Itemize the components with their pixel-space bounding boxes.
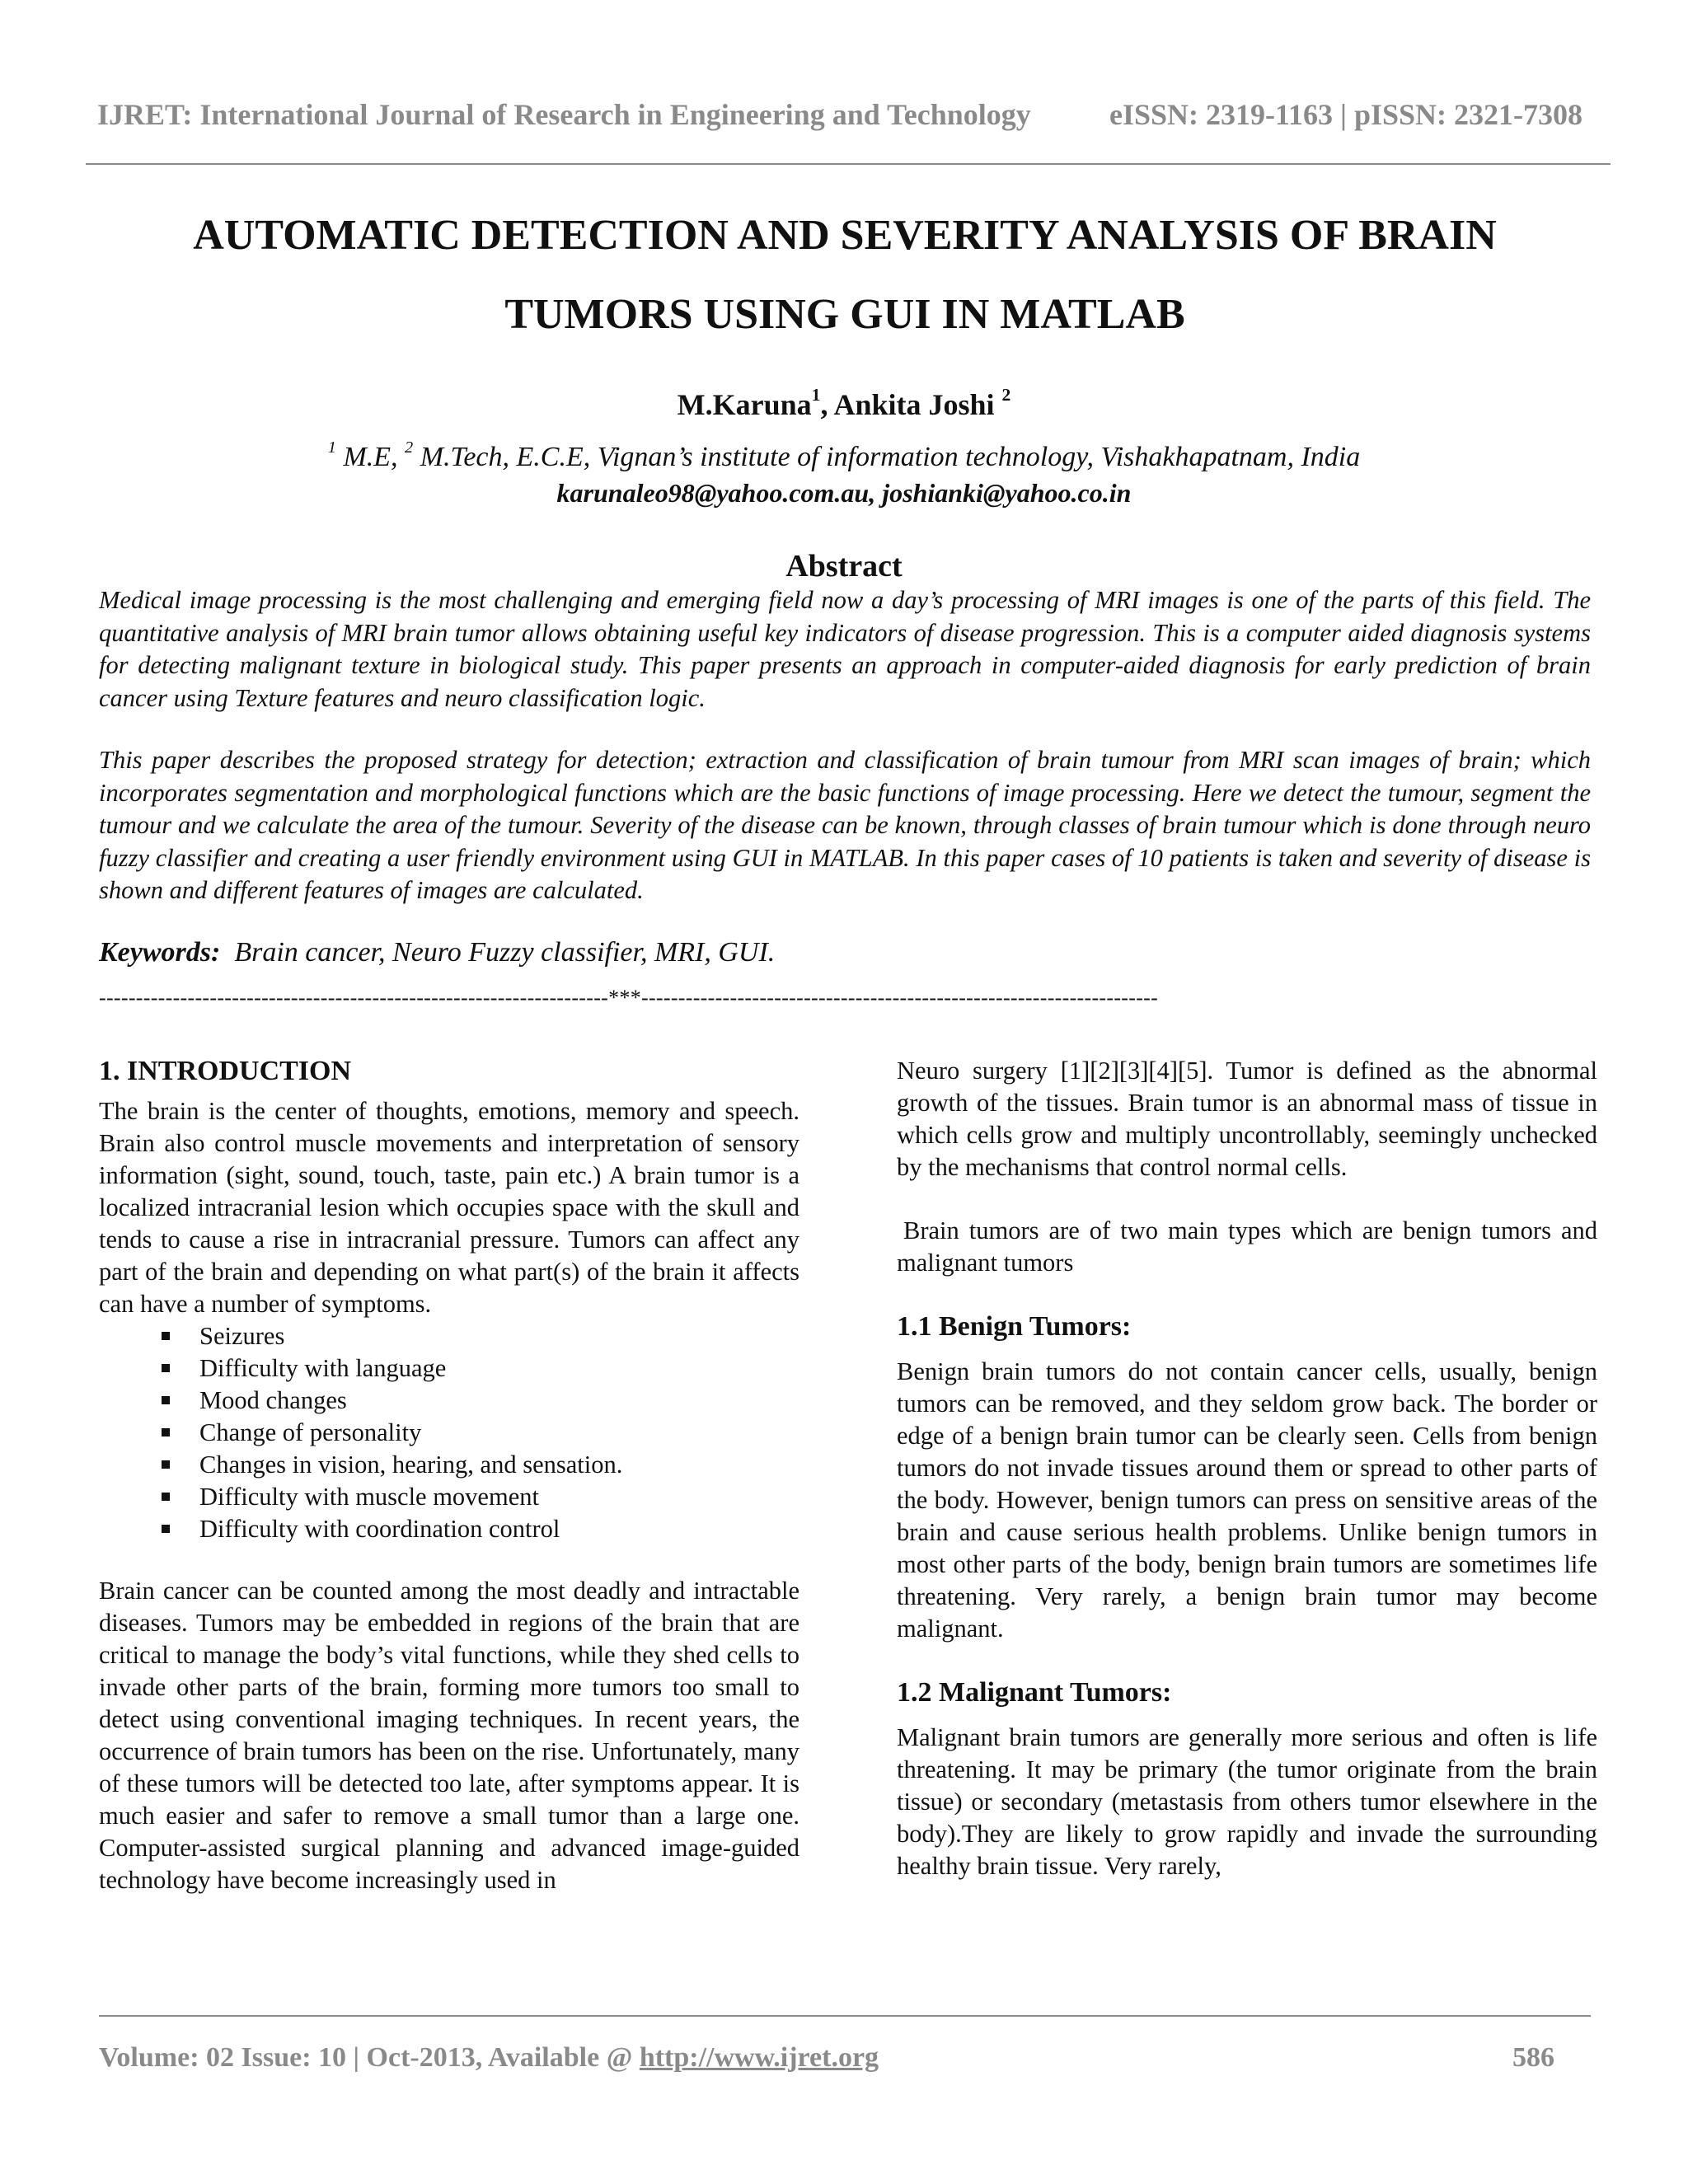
issn-numbers: eISSN: 2319-1163 | pISSN: 2321-7308 bbox=[1109, 98, 1582, 131]
affiliation-sup-2: 2 bbox=[405, 438, 414, 457]
abstract-paragraph-2: This paper describes the proposed strategy for detection; extraction and classification of brain tumour from MRI scan images of brain; which incorporates segmentation and morphological functions which are the basic functions of image processing. Here we detect the tumour, segment the tumour and we calculate the area of the tumour. Severity of the disease can be known, through classes of brain tumour which is done through neuro fuzzy classifier and creating a user friendly environment using GUI in MATLAB. In this paper cases of 10 patients is taken and severity of disease is shown and different features of images are calculated. bbox=[99, 746, 1591, 904]
benign-tumors-heading: 1.1 Benign Tumors: bbox=[897, 1311, 1132, 1342]
author-1-sup: 1 bbox=[811, 385, 821, 405]
affiliation-text: M.Tech, E.C.E, Vignan’s institute of information technology, Vishakhapatnam, India bbox=[420, 442, 1361, 472]
symptom-item: Difficulty with coordination control bbox=[199, 1513, 799, 1545]
abstract-paragraph-1: Medical image processing is the most challenging and emerging field now a day’s processing of MRI images is one of the parts of this field. The quantitative analysis of MRI brain tumor allows obtaining useful key indicators of disease progression. This is a computer aided diagnosis systems for detecting malignant texture in biological study. This paper presents an approach in computer-aided diagnosis for early prediction of brain cancer using Texture features and neuro classification logic. bbox=[99, 586, 1591, 712]
title-line-2: TUMORS USING GUI IN MATLAB bbox=[504, 291, 1185, 338]
abstract-heading: Abstract bbox=[785, 549, 903, 583]
malignant-tumors-heading: 1.2 Malignant Tumors: bbox=[897, 1677, 1172, 1708]
malignant-tumors-paragraph: Malignant brain tumors are generally more serious and often is life threatening. It may be primary (the tumor originate from the brain tissue) or secondary (metastasis from others tumor elsewhere in the body).They are likely to grow rapidly and invade the surrounding healthy brain tissue. Very rarely, bbox=[897, 1723, 1597, 1880]
symptoms-list bbox=[99, 1320, 799, 1545]
introduction-paragraph-1: The brain is the center of thoughts, emotions, memory and speech. Brain also control muscle movements and interpretation of sensory information (sight, sound, touch, taste, pain etc.) A brain tumor is a localized intracranial lesion which occupies space with the skull and tends to cause a rise in intracranial pressure. Tumors can affect any part of the brain and depending on what part(s) of the brain it affects can have a number of symptoms. bbox=[99, 1097, 799, 1318]
footer-volume bbox=[99, 2042, 879, 2074]
author-1: M.Karuna bbox=[677, 388, 812, 421]
symptom-item: Mood changes bbox=[199, 1385, 799, 1417]
section-separator: ---------------------------------------------------------------------***---------------------------------------------------------------------- bbox=[99, 986, 1159, 1010]
symptom-item: Seizures bbox=[199, 1320, 799, 1352]
author-emails[interactable]: karunaleo98@yahoo.com.au, joshianki@yahoo.co.in bbox=[556, 478, 1132, 508]
symptom-item: Change of personality bbox=[199, 1417, 799, 1449]
keywords-label: Keywords: bbox=[99, 937, 221, 968]
header-rule bbox=[86, 163, 1611, 165]
introduction-paragraph-3: Neuro surgery [1][2][3][4][5]. Tumor is defined as the abnormal growth of the tissues. Brain tumor is an abnormal mass of tissue in which cells grow and multiply uncontrollably, seemingly unchecked by the mechanisms that control normal cells. bbox=[897, 1057, 1597, 1181]
left-column bbox=[99, 1055, 799, 1896]
authors: M.Karuna$^1$, Ankita Joshi $^2$ bbox=[677, 385, 1011, 421]
introduction-paragraph-2: Brain cancer can be counted among the most deadly and intractable diseases. Tumors may be embedded in regions of the brain that are critical to manage the body’s vital functions, while they shed cells to invade other parts of the brain, forming more tumors too small to detect using conventional imaging techniques. In recent years, the occurrence of brain tumors has been on the rise. Unfortunately, many of these tumors will be detected too late, after symptoms appear. It is much easier and safer to remove a small tumor than a large one. Computer-assisted surgical planning and advanced image-guided technology have become increasingly used in bbox=[99, 1577, 799, 1894]
journal-name: IJRET: International Journal of Research in Engineering and Technology bbox=[97, 98, 1031, 131]
symptom-item: Changes in vision, hearing, and sensation. bbox=[199, 1449, 799, 1481]
affiliation-degree-1: M.E, bbox=[343, 442, 398, 472]
author-2: Ankita Joshi bbox=[833, 388, 995, 421]
introduction-paragraph-4: Brain tumors are of two main types which are benign tumors and malignant tumors bbox=[897, 1216, 1597, 1277]
title-line-1: AUTOMATIC DETECTION AND SEVERITY ANALYSIS OF BRAIN bbox=[193, 212, 1497, 259]
paper-title bbox=[91, 196, 1599, 354]
affiliation bbox=[0, 438, 1688, 473]
symptom-item: Difficulty with language bbox=[199, 1352, 799, 1385]
footer-rule bbox=[99, 2015, 1591, 2017]
journal-website-link[interactable]: http://www.ijret.org bbox=[639, 2042, 879, 2073]
keywords-list: Brain cancer, Neuro Fuzzy classifier, MRI, GUI. bbox=[234, 937, 776, 968]
footer-volume-text: Volume: 02 Issue: 10 | Oct-2013, Available @ bbox=[99, 2042, 640, 2073]
affiliation-sup-1: 1 bbox=[327, 438, 336, 457]
benign-tumors-paragraph: Benign brain tumors do not contain cancer cells, usually, benign tumors can be removed, and they seldom grow back. The border or edge of a benign brain tumor can be clearly seen. Cells from benign tumors do not invade tissues around them or spread to other parts of the body. However, benign tumors can press on sensitive areas of the brain and cause serious health problems. Unlike benign tumors in most other parts of the body, benign brain tumors are sometimes life threatening. Very rarely, a benign brain tumor may become malignant. bbox=[897, 1357, 1597, 1643]
introduction-heading: 1. INTRODUCTION bbox=[99, 1056, 352, 1086]
right-column bbox=[897, 1055, 1597, 1882]
keywords bbox=[99, 937, 775, 968]
symptom-item: Difficulty with muscle movement bbox=[199, 1481, 799, 1513]
page-number: 586 bbox=[1512, 2042, 1554, 2073]
author-2-sup: 2 bbox=[1001, 385, 1011, 405]
